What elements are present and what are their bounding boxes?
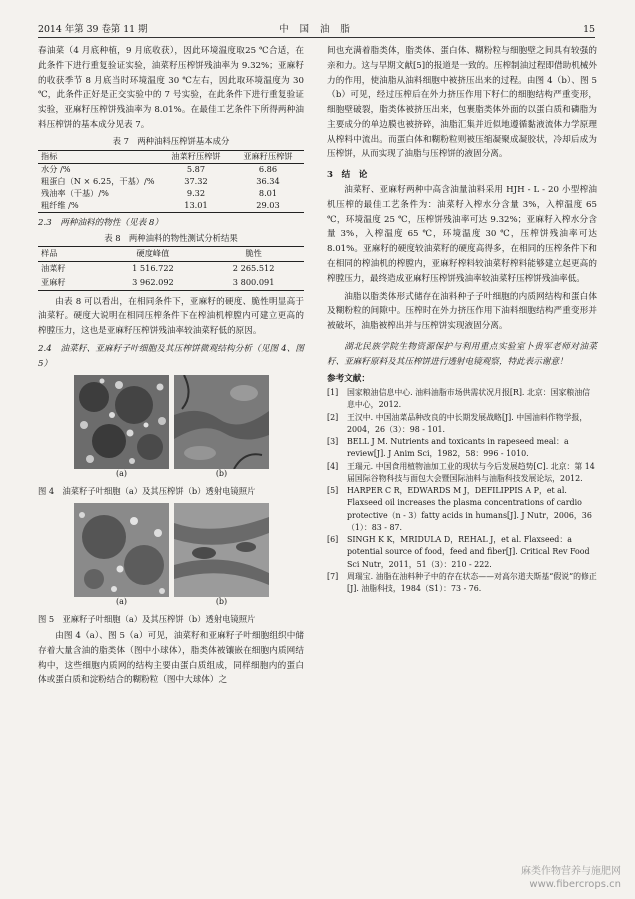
subfigure-label: (b) xyxy=(215,596,228,606)
reference-item xyxy=(327,571,597,596)
subfigure-label: (a) xyxy=(115,596,127,606)
section-heading: 3 结 论 xyxy=(327,170,368,181)
table-cell: 13.01 xyxy=(184,199,208,210)
table-cell: 3 962.092 xyxy=(132,276,174,287)
table-cell: 水分 /% xyxy=(41,164,71,175)
table-header-cell: 硬度峰值 xyxy=(103,246,204,261)
table-8-caption: 表 8 两种油料的物性测试分析结果 xyxy=(104,233,238,244)
reference-number: [2] xyxy=(327,412,339,422)
reference-item xyxy=(327,387,597,412)
acknowledgement: 湖北民族学院生物资源保护与利用重点实验室卜贵军老师对油菜籽、亚麻籽原料及其压榨饼进行透射电镜观察，特此表示谢意！ xyxy=(327,341,597,367)
figure-5-caption: 图 5 亚麻籽子叶细胞（a）及其压榨饼（b）透射电镜照片 xyxy=(38,613,256,624)
table-8 xyxy=(38,246,304,291)
table-cell: 亚麻籽 xyxy=(41,276,66,287)
table-cell: 36.34 xyxy=(256,175,280,186)
table-header-row xyxy=(38,151,304,164)
figure-4-caption: 图 4 油菜籽子叶细胞（a）及其压榨饼（b）透射电镜照片 xyxy=(38,486,256,497)
header-rule xyxy=(38,37,595,38)
subfigure-label: (a) xyxy=(115,469,127,479)
table-cell: 油菜籽 xyxy=(41,262,66,273)
reference-text: 王瑞元. 中国食用植物油加工业的现状与今后发展趋势[C]. 北京：第 14 届国际谷物科技与面包大会暨国际油料与油脂科技发展论坛，2012. xyxy=(347,461,595,483)
reference-text: SINGH K K，MRIDULA D，REHAL J，et al. Flaxseed：a potential source of food，feed and fiber[J]. Critical Rev Food Sci Nutr，2011，51（3）：210 - 222. xyxy=(347,535,590,569)
table-cell: 粗蛋白（N × 6.25，干基）/% xyxy=(41,175,155,186)
paragraph: 由图 4（a）、图 5（a）可见，油菜籽和亚麻籽子叶细胞组织中储存着大量含油的脂类体（图中小球体），脂类体被镶嵌在细胞内质网结构中，这些细胞内质网的结构主要由蛋白质组成，同样细胞内的蛋白体或蛋白质和淀粉结合的糊粉粒（图中大球体）之 xyxy=(38,630,304,686)
journal-issue: 2014 年第 39 卷第 11 期 xyxy=(38,24,148,35)
table-header-cell: 指标 xyxy=(38,151,160,164)
table-cell: 5.87 xyxy=(186,164,206,175)
reference-number: [3] xyxy=(327,437,339,447)
table-header-cell: 脆性 xyxy=(203,246,304,261)
section-heading: 2.3 两种油料的物性（见表 8） xyxy=(38,217,163,228)
tem-photo-flaxseed-cells xyxy=(74,503,169,597)
watermark xyxy=(521,865,621,891)
table-row xyxy=(38,200,304,212)
paragraph: 油脂以脂类体形式储存在油料种子子叶细胞的内质网结构和蛋白体及糊粉粒的间隙中。压榨时在外力挤压作用下油料细胞结构严重变形并被破坏，油脂被榨出并与压榨饼实现液固分离。 xyxy=(327,291,597,332)
reference-text: 周瑞宝. 油脂在油料种子中的存在状态——对高尔道夫斯基“假说”的修正[J]. 油脂科技，1984（S1）：73 - 76. xyxy=(347,571,597,594)
tem-photo-rapeseed-cells xyxy=(74,375,169,469)
paragraph: 春油菜（4 月底种植，9 月底收获），因此环境温度取25 ℃合适，在此条件下进行重复验证实验，油菜籽压榨饼残油率为 9.32%；亚麻籽的收获季节 8 月底当时环境温度 30 ℃左右，因此取环境温度为 30 ℃，此条件正好是正交实验中的 7 号实验，在此条件下进行重复验证实验，亚麻籽压榨饼残油率为 8.01%。在最佳工艺条件下所得两种油料压榨饼的基本成分见表 7。 xyxy=(38,46,304,130)
table-header-row xyxy=(38,246,304,261)
table-header-cell: 样品 xyxy=(38,246,103,261)
table-row xyxy=(38,176,304,188)
table-row xyxy=(38,164,304,176)
reference-item xyxy=(327,461,597,486)
table-7-caption: 表 7 两种油料压榨饼基本成分 xyxy=(112,135,230,146)
reference-text: 王汉中. 中国油菜品种改良的中长期发展战略[J]. 中国油料作物学报，2004，26（3）：98 - 101. xyxy=(347,412,588,434)
left-column xyxy=(38,44,304,688)
reference-text: 国家粮油信息中心. 油料油脂市场供需状况月报[R]. 北京：国家粮油信息中心，2012. xyxy=(347,388,591,410)
table-cell: 2 265.512 xyxy=(232,262,275,273)
table-cell: 3 800.091 xyxy=(232,276,275,287)
reference-item xyxy=(327,485,597,534)
reference-item xyxy=(327,534,597,571)
table-7 xyxy=(38,150,304,212)
figure-4 xyxy=(38,375,304,483)
table-cell: 37.32 xyxy=(184,175,208,186)
reference-text: BELL J M. Nutrients and toxicants in rapeseed meal：a review[J]. J Anim Sci，1982，58：996 - 1010. xyxy=(347,437,569,459)
reference-number: [7] xyxy=(327,571,339,581)
reference-item xyxy=(327,436,597,461)
watermark-site-name: 麻类作物营养与施肥网 xyxy=(521,866,621,877)
watermark-url: www.fibercrops.cn xyxy=(529,879,621,890)
table-cell: 8.01 xyxy=(258,187,278,198)
reference-number: [6] xyxy=(327,535,339,545)
figure-5 xyxy=(38,503,304,611)
table-row xyxy=(38,276,304,290)
table-cell: 29.03 xyxy=(256,199,280,210)
reference-item xyxy=(327,412,597,437)
table-cell: 6.86 xyxy=(258,164,278,175)
reference-text: HARPER C R，EDWARDS M J，DEFILIPPIS A P，et al. Flaxseed oil increases the plasma concentrations of cardio protective（n - 3）fatty acids in humans[J]. J Nutr，2006，36（1）：83 - 87. xyxy=(347,486,592,532)
reference-list xyxy=(327,387,597,595)
references-heading: 参考文献： xyxy=(327,374,370,385)
reference-number: [1] xyxy=(327,388,339,398)
running-header xyxy=(38,22,595,36)
page-number: 15 xyxy=(583,24,595,35)
tem-photo-flaxseed-cake xyxy=(174,503,269,597)
paragraph: 间也充满着脂类体，脂类体、蛋白体、糊粉粒与细胞壁之间具有较强的亲和力。这与早期文献[5]的报道是一致的。压榨制油过程即借助机械外力的作用，使油脂从油料细胞中被挤压出来的过程。由图 4（b）、图 5（b）可见，经过压榨后在外力挤压作用下籽仁的细胞结构严重变形，细胞壁破裂，脂类体被挤压出来，包裹脂类体外面的以蛋白质和磷脂为主要成分的单边膜也被挤碎，油脂汇集并近似地遵循黏液流体力学原理从榨料中流出。而蛋白体和糊粉粒则被压缩凝聚成凝胶状，冷却后成为压榨饼，从而实现了油脂与压榨饼的液固分离。 xyxy=(327,46,597,160)
table-row xyxy=(38,261,304,275)
table-cell: 9.32 xyxy=(186,187,206,198)
reference-number: [4] xyxy=(327,461,339,471)
tem-photo-rapeseed-cake xyxy=(174,375,269,469)
journal-title: 中 国 油 脂 xyxy=(279,24,354,35)
reference-number: [5] xyxy=(327,486,339,496)
table-cell: 粗纤维 /% xyxy=(41,199,79,210)
table-row xyxy=(38,188,304,200)
paragraph: 由表 8 可以看出，在相同条件下，亚麻籽的硬度、脆性明显高于油菜籽。硬度大说明在相同压榨条件下在榨油机榨膛内可建立更高的榨膛压力，这也是亚麻籽压榨饼残油率较油菜籽低的原因。 xyxy=(38,296,304,337)
table-header-cell: 油菜籽压榨饼 xyxy=(160,151,232,164)
table-cell: 残油率（干基）/% xyxy=(41,187,109,198)
section-heading: 2.4 油菜籽、亚麻籽子叶细胞及其压榨饼微观结构分析（见图 4、图 5） xyxy=(38,343,304,369)
table-cell: 1 516.722 xyxy=(132,262,174,273)
table-header-cell: 亚麻籽压榨饼 xyxy=(232,151,304,164)
right-column xyxy=(327,44,597,595)
subfigure-label: (b) xyxy=(215,469,228,479)
paragraph: 油菜籽、亚麻籽两种中高含油量油料采用 HJH - L - 20 小型榨油机压榨的最佳工艺条件为：油菜籽入榨水分含量 3%，入榨温度 65 ℃，环境温度 25 ℃，压榨饼残油率可达 9.32%；亚麻籽入榨水分含量 3%，入榨温度 65 ℃，环境温度 30 ℃，压榨饼残油率可达 8.01%。亚麻籽的硬度较油菜籽的硬度高得多，在相同的压榨条件下和在相同的榨油机的榨膛内，亚麻籽榨料较油菜籽榨料能够建立起更高的榨膛压力，最终造成亚麻籽压榨饼残油率较油菜籽压榨饼残油率低。 xyxy=(327,185,597,284)
